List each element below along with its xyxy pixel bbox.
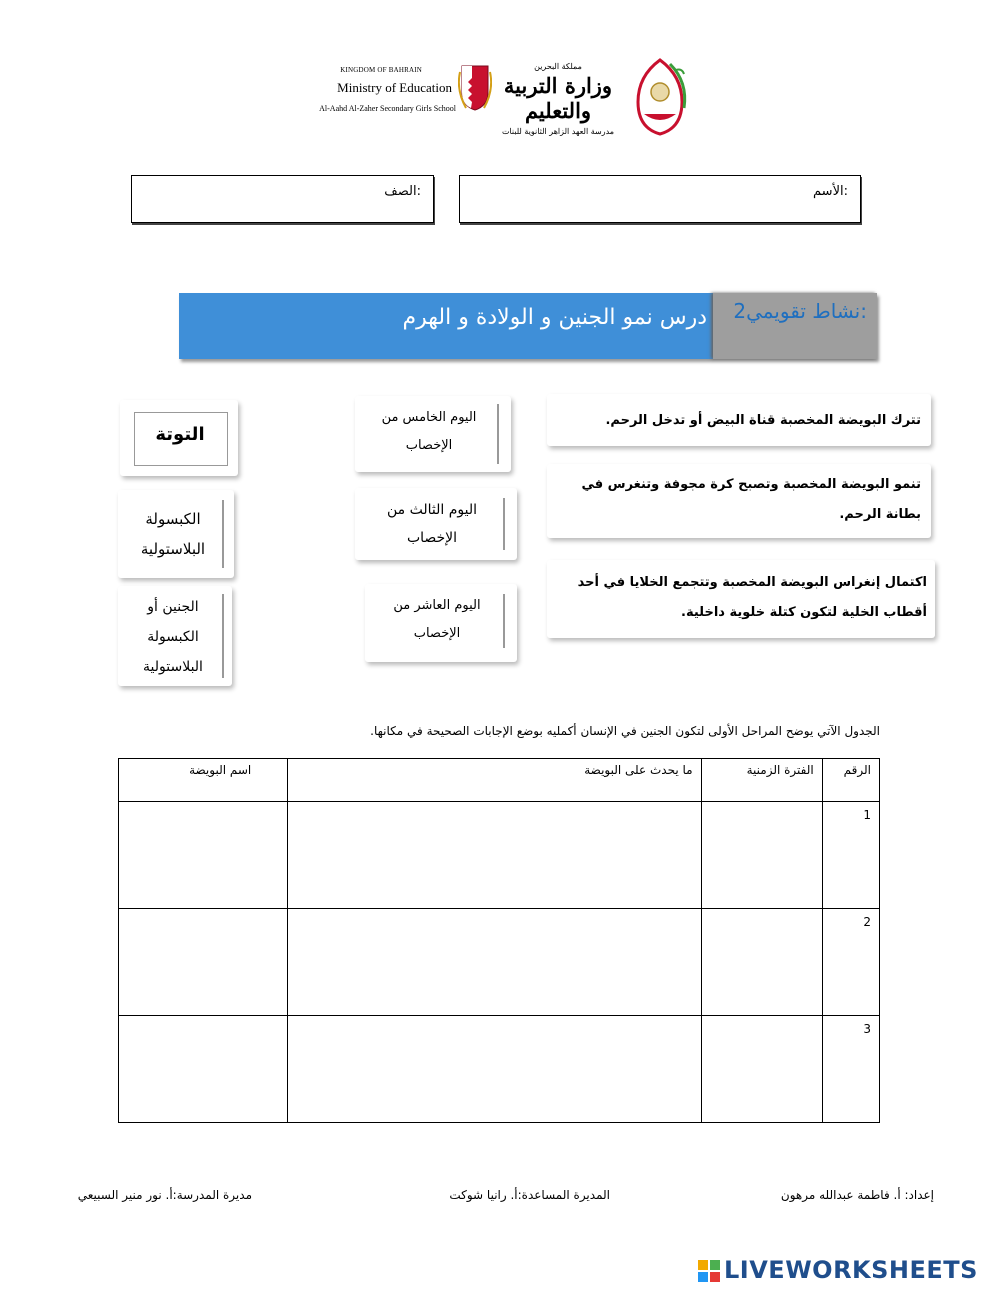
- header-period: الفترة الزمنية: [701, 759, 822, 802]
- class-field[interactable]: [131, 175, 434, 223]
- table-instruction: الجدول الآتي يوضح المراحل الأولى لتكون الجنين في الإنسان أكمليه بوضع الإجابات الصحيحة في مكانها.: [370, 724, 880, 738]
- period-text: اليوم الثالث من الإخصاب: [387, 502, 477, 546]
- answer-text: الكبسولة البلاستولية: [140, 510, 206, 558]
- description-card[interactable]: [547, 464, 931, 538]
- activity-tag-label: نشاط تقويمي2:: [733, 299, 867, 323]
- period-cell[interactable]: [701, 909, 822, 1016]
- table-row: [119, 909, 880, 1016]
- answer-card[interactable]: [118, 490, 234, 578]
- assistant-principal: المديرة المساعدة:أ. رانيا شوكت: [449, 1188, 610, 1202]
- answer-card[interactable]: [120, 400, 238, 476]
- school-label-en: Al-Aahd Al-Zaher Secondary Girls School: [319, 104, 456, 113]
- event-cell[interactable]: [288, 1016, 701, 1123]
- table-row: [119, 1016, 880, 1123]
- period-cell[interactable]: [701, 802, 822, 909]
- description-card[interactable]: [547, 394, 931, 446]
- period-card[interactable]: [355, 396, 511, 472]
- class-label: الصف:: [384, 184, 421, 199]
- ministry-label-en: Ministry of Education: [337, 80, 452, 95]
- title-banner: [179, 293, 877, 359]
- name-cell[interactable]: [119, 1016, 288, 1123]
- prepared-by: إعداد: أ. فاطمة عبدالله مرهون: [780, 1188, 934, 1202]
- bahrain-emblem-icon: [458, 62, 492, 112]
- period-text: اليوم الخامس من الإخصاب: [381, 410, 477, 453]
- answer-text: الجنين أو الكبسولة البلاستولية: [143, 599, 203, 675]
- stages-table: [118, 758, 880, 1123]
- name-cell[interactable]: [119, 802, 288, 909]
- header-number: الرقم: [822, 759, 879, 802]
- event-cell[interactable]: [288, 802, 701, 909]
- activity-tag: [713, 293, 877, 359]
- event-cell[interactable]: [288, 909, 701, 1016]
- table-row: [119, 802, 880, 909]
- kingdom-label-ar: مملكة البحرين: [534, 62, 582, 71]
- name-label: الأسم:: [813, 184, 848, 199]
- description-text: اكتمال إنغراس البويضة المخصبة وتتجمع الخلايا في أحد أقطاب الخلية لتكون كتلة خلوية داخلية.: [577, 575, 927, 620]
- ministry-label-ar: وزارة التربية والتعليم: [503, 73, 613, 123]
- row-number: 2: [822, 909, 879, 1016]
- liveworksheets-logo-text: LIVEWORKSHEETS: [724, 1256, 978, 1284]
- name-cell[interactable]: [119, 909, 288, 1016]
- period-cell[interactable]: [701, 1016, 822, 1123]
- table-header-row: [119, 759, 880, 802]
- period-text: اليوم العاشر من الإخصاب: [393, 598, 481, 641]
- school-label-ar: مدرسة العهد الزاهر الثانوية للبنات: [501, 127, 615, 136]
- row-number: 1: [822, 802, 879, 909]
- arabic-letterhead: [490, 62, 626, 136]
- answer-text: التوتة: [155, 424, 205, 445]
- name-field[interactable]: [459, 175, 861, 223]
- period-card[interactable]: [365, 584, 517, 662]
- answer-card[interactable]: [118, 586, 232, 686]
- principal: مديرة المدرسة:أ. نور منير السبيعي: [77, 1188, 252, 1202]
- school-logo-icon: [630, 56, 690, 138]
- header-event: ما يحدث على البويضة: [288, 759, 701, 802]
- lesson-title: درس نمو الجنين و الولادة و الهرم: [402, 305, 707, 330]
- header-name: اسم البويضة: [119, 759, 288, 802]
- period-card[interactable]: [355, 488, 517, 560]
- description-text: تترك البويضة المخصبة قناة البيض أو تدخل الرحم.: [605, 413, 921, 428]
- description-text: تنمو البويضة المخصبة وتصبح كرة مجوفة وتنغرس في بطانة الرحم.: [581, 477, 921, 522]
- kingdom-label-en: KINGDOM OF BAHRAIN: [340, 66, 422, 74]
- english-letterhead: [308, 66, 456, 113]
- description-card[interactable]: [547, 560, 935, 638]
- row-number: 3: [822, 1016, 879, 1123]
- liveworksheets-logo-icon: [698, 1260, 720, 1282]
